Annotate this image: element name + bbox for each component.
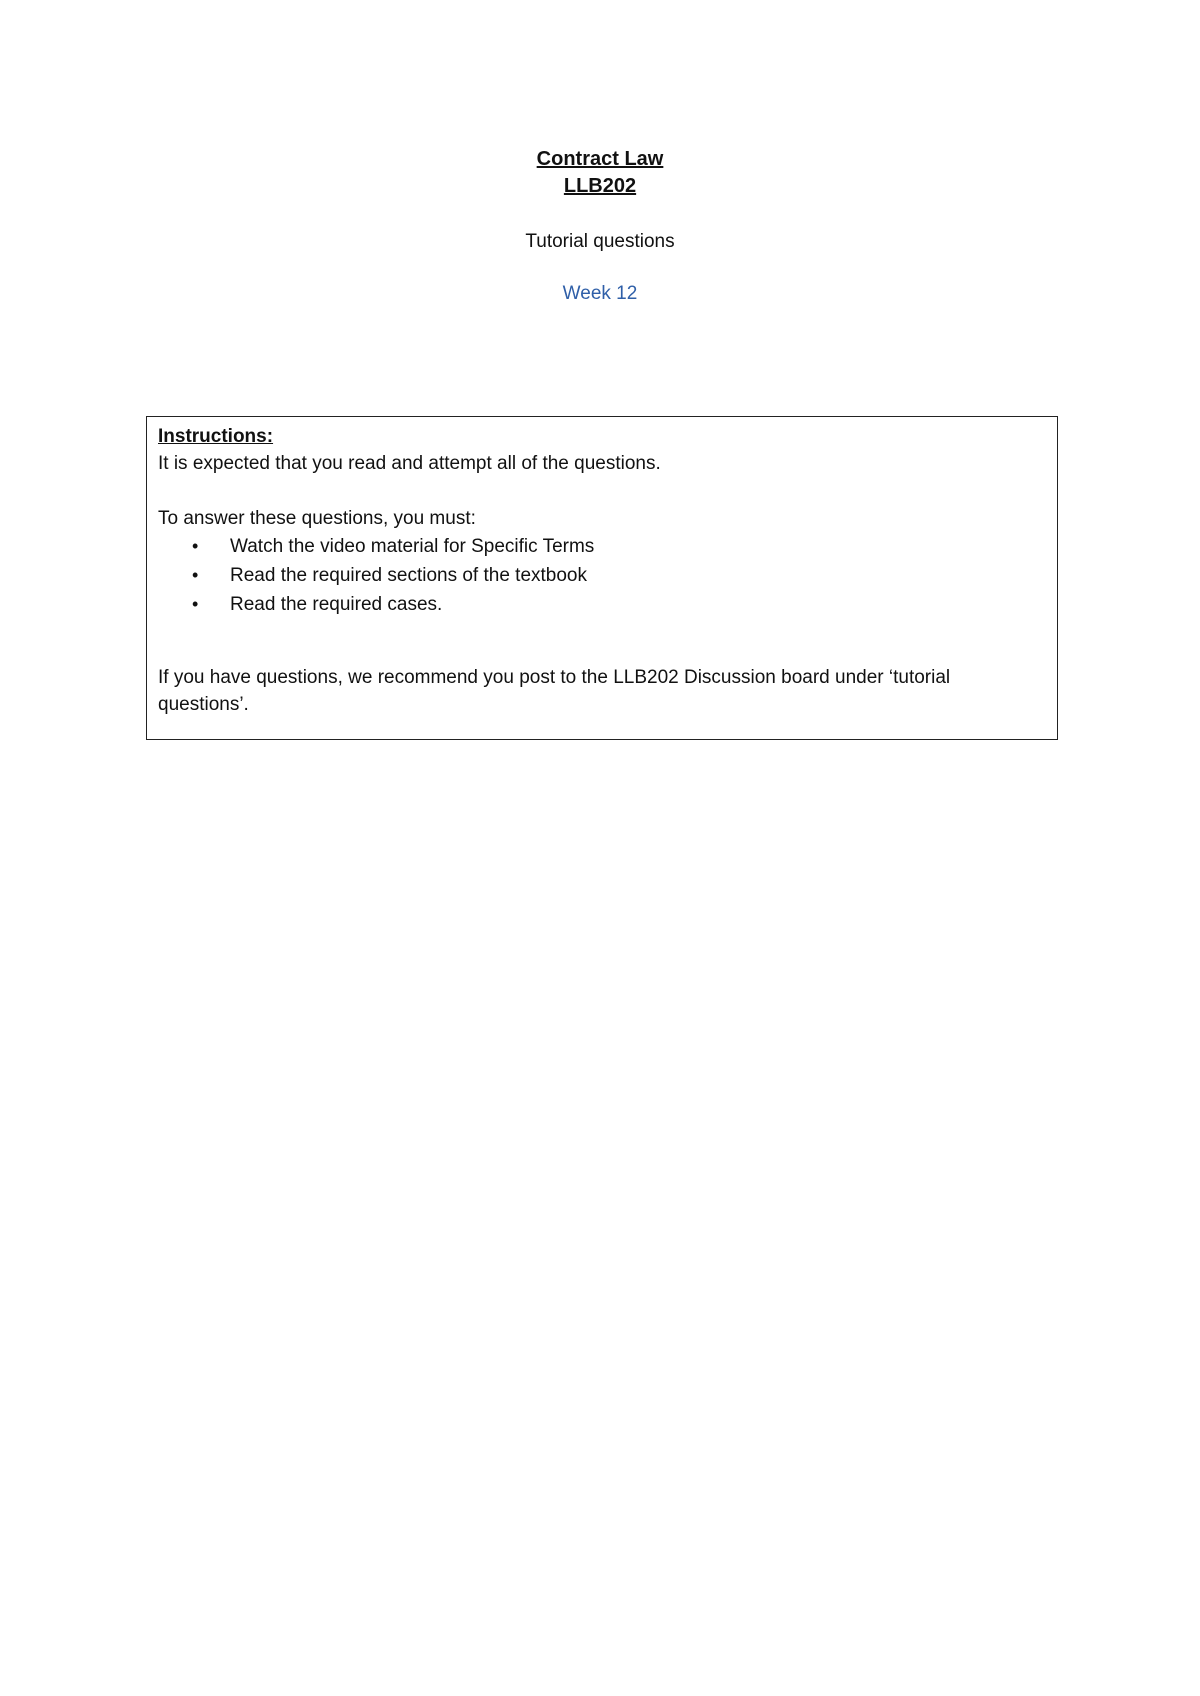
instructions-intro: It is expected that you read and attempt all of the questions. xyxy=(158,453,661,474)
list-item xyxy=(158,590,1046,619)
spacer xyxy=(158,619,1046,664)
requirements-list xyxy=(158,532,1046,619)
course-code: LLB202 xyxy=(563,175,637,197)
list-item-text: Watch the video material for Specific Terms xyxy=(230,536,595,557)
document-subtitle: Tutorial questions xyxy=(525,231,675,252)
instructions-lead-in: To answer these questions, you must: xyxy=(158,508,476,529)
instructions-closing: If you have questions, we recommend you post to the LLB202 Discussion board under ‘tutorial questions’. xyxy=(158,667,951,715)
spacer xyxy=(158,477,1046,505)
bullet-icon: • xyxy=(192,536,199,556)
week-label: Week 12 xyxy=(562,283,638,304)
list-item xyxy=(158,532,1046,561)
course-title: Contract Law xyxy=(536,148,664,170)
list-item-text: Read the required sections of the textbook xyxy=(230,565,588,586)
instructions-heading: Instructions: xyxy=(158,426,274,447)
bullet-icon: • xyxy=(192,565,199,585)
bullet-icon: • xyxy=(192,594,199,614)
list-item xyxy=(158,561,1046,590)
list-item-text: Read the required cases. xyxy=(230,594,443,615)
instructions-box xyxy=(146,416,1058,740)
